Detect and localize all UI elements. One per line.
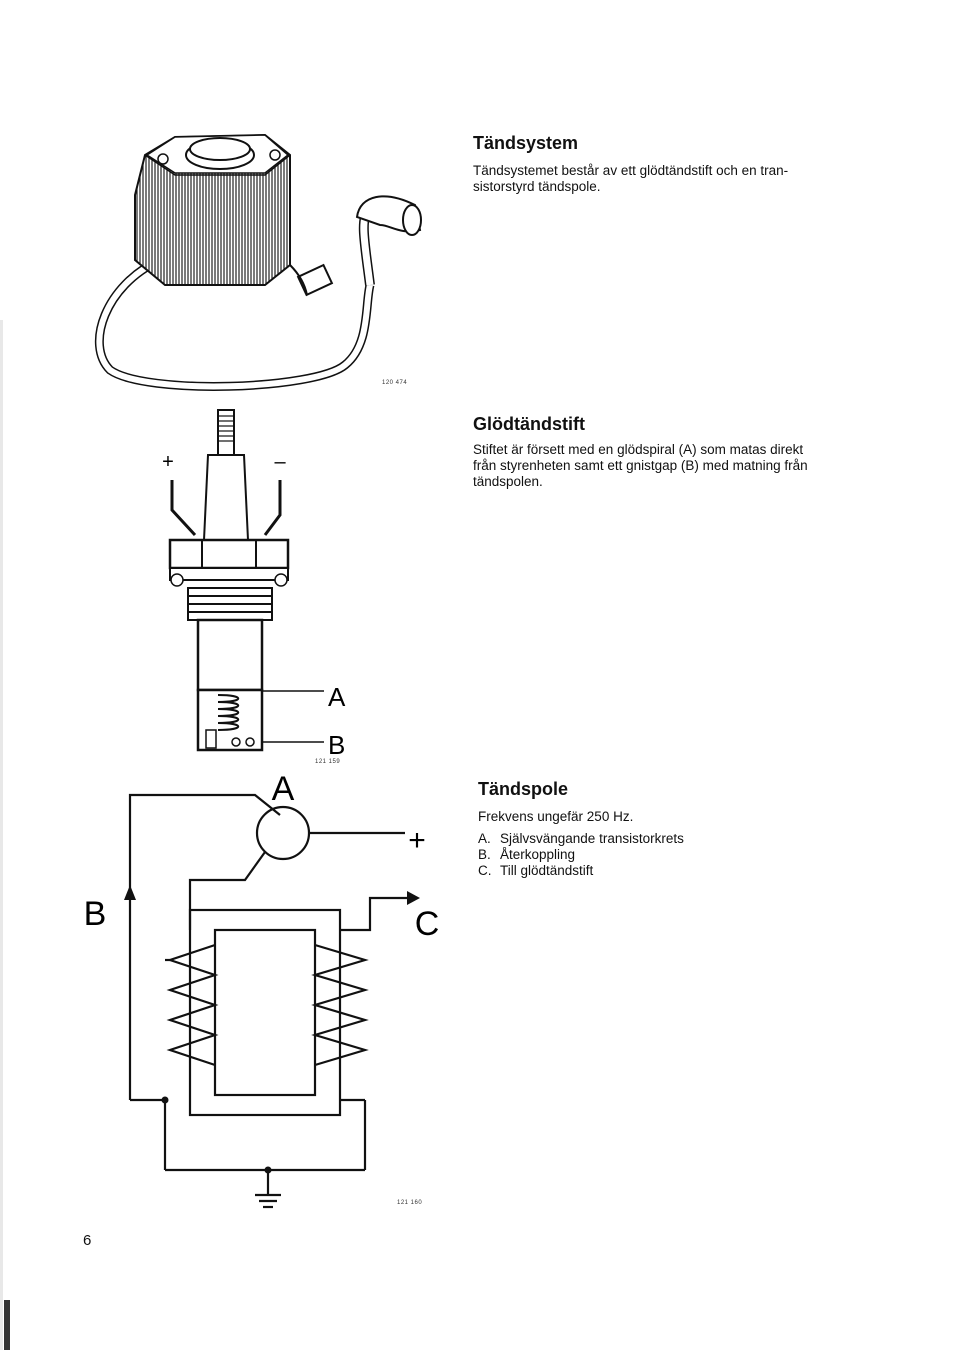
glow-plug-label-a: A — [328, 682, 346, 712]
tandspole-intro: Frekvens ungefär 250 Hz. — [478, 809, 634, 824]
glow-plug-plus-label: + — [162, 451, 174, 473]
section-title-tandspole: Tändspole — [478, 779, 569, 799]
glow-plug-illustration — [150, 400, 370, 765]
glow-plug-label-b: B — [328, 730, 346, 760]
tandsystem-description — [473, 163, 853, 195]
figure-number-121160: 121 160 — [397, 1200, 423, 1206]
circuit-plus-label: + — [408, 824, 426, 857]
legend-text-c: Till glödtändstift — [500, 863, 594, 878]
ignition-coil-illustration — [85, 125, 435, 395]
glodtandstift-line-2: från styrenheten samt ett gnistgap (B) med matning från — [473, 458, 808, 473]
ignition-coil-circuit-diagram — [75, 770, 455, 1220]
glodtandstift-line-1: Stiftet är försett med en glödspiral (A) som matas direkt — [473, 442, 804, 457]
circuit-label-a: A — [271, 770, 295, 808]
legend-item-b — [478, 847, 684, 863]
legend-item-c — [478, 863, 684, 879]
legend-letter-a: A. — [478, 831, 491, 846]
glodtandstift-description — [473, 442, 853, 490]
tandspole-legend-list — [478, 831, 684, 879]
legend-text-a: Självsvängande transistorkrets — [500, 831, 684, 846]
tandsystem-line-2: sistorstyrd tändspole. — [473, 179, 601, 194]
figure-number-120474: 120 474 — [382, 380, 408, 386]
circuit-label-c: C — [414, 905, 440, 943]
scan-edge-shadow — [0, 320, 3, 1350]
scan-edge-mark — [4, 1300, 10, 1350]
legend-text-b: Återkoppling — [500, 847, 576, 862]
section-title-tandsystem: Tändsystem — [473, 133, 579, 153]
legend-item-a — [478, 831, 684, 847]
circuit-label-b: B — [83, 895, 107, 933]
glodtandstift-line-3: tändspolen. — [473, 474, 543, 489]
glow-plug-minus-label: – — [274, 451, 286, 473]
page-number: 6 — [83, 1232, 92, 1249]
figure-number-121159: 121 159 — [315, 759, 341, 765]
legend-letter-c: C. — [478, 863, 492, 878]
section-title-glodtandstift: Glödtändstift — [473, 414, 585, 434]
tandsystem-line-1: Tändsystemet består av ett glödtändstift och en tran- — [473, 163, 789, 178]
legend-letter-b: B. — [478, 847, 491, 862]
tandspole-frequency — [478, 809, 858, 825]
